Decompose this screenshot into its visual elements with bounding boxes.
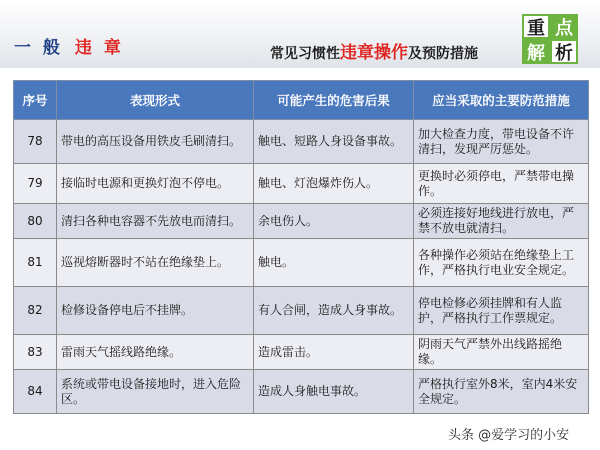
cell-form: 巡视熔断器时不站在绝缘垫上。 bbox=[57, 239, 254, 287]
table-row bbox=[14, 335, 589, 370]
cell-no: 82 bbox=[14, 287, 57, 335]
section-title bbox=[14, 34, 124, 56]
table-row bbox=[14, 164, 589, 204]
cell-no: 81 bbox=[14, 239, 57, 287]
table-row bbox=[14, 204, 589, 239]
cell-form: 检修设备停电后不挂牌。 bbox=[57, 287, 254, 335]
cell-harm: 有人合闸，造成人身事故。 bbox=[254, 287, 414, 335]
badge-char: 点 bbox=[550, 14, 578, 39]
cell-measure: 阴雨天气严禁外出线路摇绝缘。 bbox=[414, 335, 589, 370]
cell-form: 带电的高压设备用铁皮毛刷清扫。 bbox=[57, 120, 254, 164]
cell-no: 79 bbox=[14, 164, 57, 204]
cell-measure: 各种操作必须站在绝缘垫上工作，严格执行电业安全规定。 bbox=[414, 239, 589, 287]
cell-form: 接临时电源和更换灯泡不停电。 bbox=[57, 164, 254, 204]
column-header-harm: 可能产生的危害后果 bbox=[254, 81, 414, 120]
page-title bbox=[270, 38, 478, 63]
table-header-row bbox=[14, 81, 589, 120]
watermark: 头条 @爱学习的小安 bbox=[448, 428, 570, 443]
cell-no: 78 bbox=[14, 120, 57, 164]
title-suffix: 及预防措施 bbox=[408, 46, 478, 62]
title-prefix: 常见习惯性 bbox=[270, 46, 340, 62]
table-row bbox=[14, 370, 589, 414]
column-header-form: 表现形式 bbox=[57, 81, 254, 120]
cell-harm: 造成雷击。 bbox=[254, 335, 414, 370]
cell-measure: 停电检修必须挂牌和有人监护，严格执行工作票规定。 bbox=[414, 287, 589, 335]
cell-measure: 更换时必须停电，严禁带电操作。 bbox=[414, 164, 589, 204]
title-violation: 违 章 bbox=[74, 37, 124, 58]
cell-no: 80 bbox=[14, 204, 57, 239]
cell-no: 83 bbox=[14, 335, 57, 370]
violation-table bbox=[13, 80, 589, 414]
table-row bbox=[14, 120, 589, 164]
column-header-measure: 应当采取的主要防范措施 bbox=[414, 81, 589, 120]
cell-form: 系统或带电设备接地时，进入危险区。 bbox=[57, 370, 254, 414]
badge-char: 重 bbox=[522, 14, 550, 39]
table-row bbox=[14, 287, 589, 335]
key-analysis-badge bbox=[522, 14, 578, 64]
table-row bbox=[14, 239, 589, 287]
cell-measure: 加大检查力度，带电设备不许清扫，发现严厉惩处。 bbox=[414, 120, 589, 164]
cell-form: 雷雨天气摇线路绝缘。 bbox=[57, 335, 254, 370]
cell-form: 清扫各种电容器不先放电而清扫。 bbox=[57, 204, 254, 239]
badge-char: 解 bbox=[522, 39, 550, 64]
cell-measure: 严格执行室外8米，室内4米安全规定。 bbox=[414, 370, 589, 414]
badge-char: 析 bbox=[550, 39, 578, 64]
cell-harm: 造成人身触电事故。 bbox=[254, 370, 414, 414]
cell-harm: 触电。 bbox=[254, 239, 414, 287]
cell-measure: 必须连接好地线进行放电，严禁不放电就清扫。 bbox=[414, 204, 589, 239]
column-header-no: 序号 bbox=[14, 81, 57, 120]
cell-no: 84 bbox=[14, 370, 57, 414]
cell-harm: 触电、灯泡爆炸伤人。 bbox=[254, 164, 414, 204]
cell-harm: 触电、短路人身设备事故。 bbox=[254, 120, 414, 164]
title-highlight: 违章操作 bbox=[340, 43, 408, 63]
title-general: 一 般 bbox=[14, 37, 63, 58]
cell-harm: 余电伤人。 bbox=[254, 204, 414, 239]
page-header bbox=[0, 0, 600, 68]
